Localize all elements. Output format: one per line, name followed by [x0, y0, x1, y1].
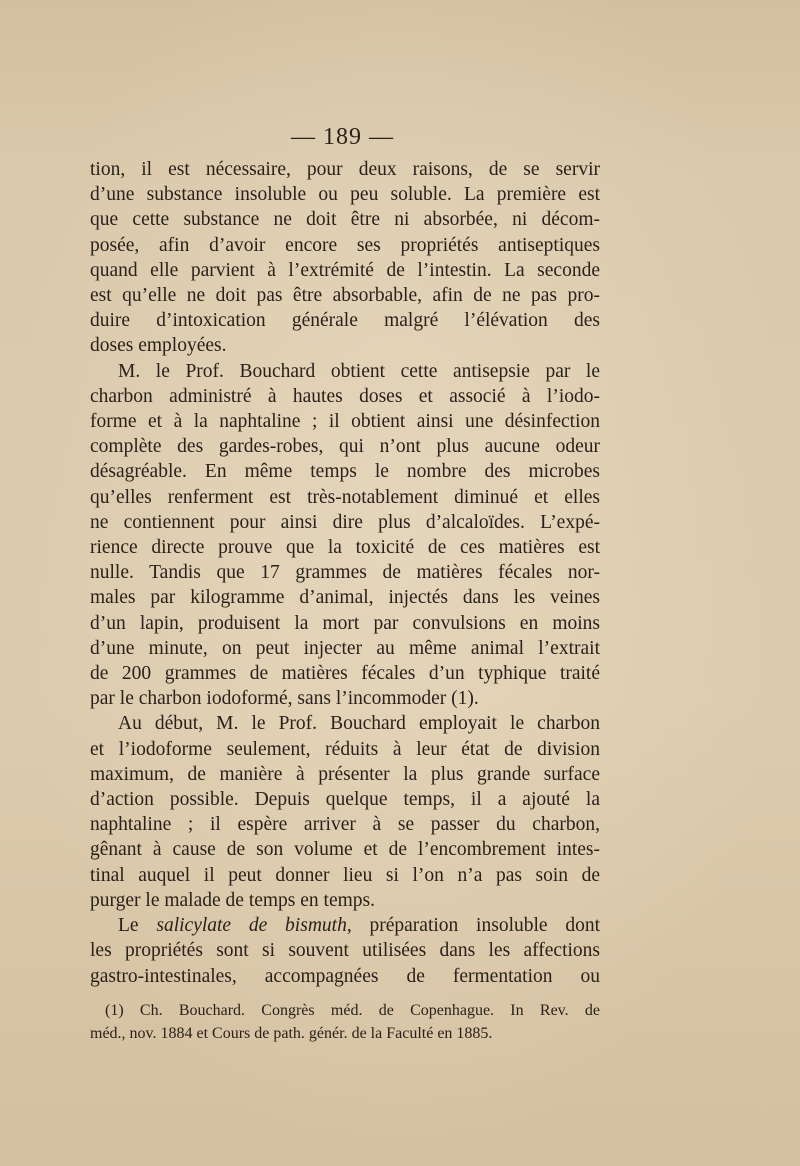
text-line: qu’elles renferment est très-notablement diminué et elles [90, 486, 600, 508]
text-line: et l’iodoforme seulement, réduits à leur état de division [90, 738, 600, 760]
text-line: posée, afin d’avoir encore ses propriétés antiseptiques [90, 234, 600, 256]
text-line: doses employées. [90, 335, 227, 357]
paragraph-4 [90, 913, 600, 989]
paragraph-1 [90, 157, 600, 359]
text-line: d’action possible. Depuis quelque temps, il a ajouté la [90, 789, 600, 811]
text-line: gênant à cause de son volume et de l’encombrement intes- [90, 839, 600, 861]
text-line: désagréable. En même temps le nombre des microbes [90, 461, 600, 483]
italic-term: salicylate de bismuth [156, 915, 347, 937]
paragraph-3 [90, 711, 600, 913]
text-line: d’une substance insoluble ou peu soluble. La première est [90, 184, 600, 206]
footnote-line: (1) Ch. Bouchard. Congrès méd. de Copenhague. In Rev. de [105, 1002, 600, 1019]
text-line: purger le malade de temps en temps. [90, 889, 376, 911]
text-line-with-italic [90, 913, 600, 938]
text-line: quand elle parvient à l’extrémité de l’intestin. La seconde [90, 259, 600, 281]
text-line: les propriétés sont si souvent utilisées dans les affections [90, 940, 600, 962]
text-line: tion, il est nécessaire, pour deux raisons, de se servir [90, 159, 600, 180]
footnote [90, 999, 600, 1045]
text-line: charbon administré à hautes doses et associé à l’iodo- [90, 385, 600, 407]
text-line: par le charbon iodoformé, sans l’incommoder (1). [90, 688, 479, 710]
text-line: naphtaline ; il espère arriver à se passer du charbon, [90, 814, 600, 836]
text-line: Au début, M. le Prof. Bouchard employait le charbon [118, 713, 600, 735]
text-line: forme et à la naphtaline ; il obtient ainsi une désinfection [90, 411, 600, 433]
text-line: ne contiennent pour ainsi dire plus d’alcaloïdes. L’expé- [90, 511, 600, 533]
text-line: de 200 grammes de matières fécales d’un typhique traité [90, 663, 600, 685]
text-line: d’une minute, on peut injecter au même animal l’extrait [90, 637, 600, 659]
text-line: que cette substance ne doit être ni absorbée, ni décom- [90, 209, 600, 231]
footnote-line: méd., nov. 1884 et Cours de path. génér. de la Faculté en 1885. [90, 1025, 493, 1042]
text-line: maximum, de manière à présenter la plus grande surface [90, 763, 600, 785]
text-line: M. le Prof. Bouchard obtient cette antisepsie par le [118, 360, 600, 382]
text-line: tinal auquel il peut donner lieu si l’on n’a pas soin de [90, 864, 600, 886]
paragraph-2 [90, 359, 600, 712]
text-line: complète des gardes-robes, qui n’ont plus aucune odeur [90, 436, 600, 458]
page-number: — 189 — [291, 124, 394, 150]
body-text [90, 157, 600, 989]
text-line: nulle. Tandis que 17 grammes de matières fécales nor- [90, 562, 600, 584]
text-run: , préparation insoluble dont [346, 915, 601, 937]
text-run: Le [118, 915, 157, 937]
text-line: rience directe prouve que la toxicité de ces matières est [90, 537, 600, 559]
text-line: males par kilogramme d’animal, injectés dans les veines [90, 587, 600, 609]
text-line: gastro-intestinales, accompagnées de fermentation ou [90, 965, 600, 987]
text-line: est qu’elle ne doit pas être absorbable, afin de ne pas pro- [90, 285, 600, 307]
text-line: duire d’intoxication générale malgré l’élévation des [90, 310, 600, 332]
text-line: d’un lapin, produisent la mort par convulsions en moins [90, 612, 600, 634]
